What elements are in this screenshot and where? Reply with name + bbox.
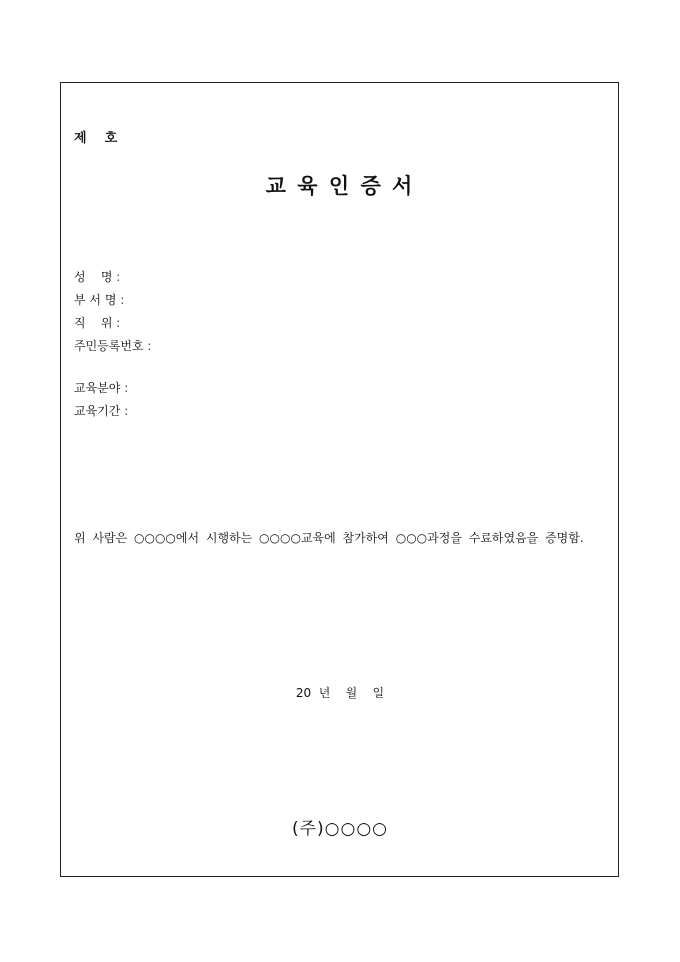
field-separator: : xyxy=(120,381,129,395)
field-label: 교육기간 xyxy=(74,404,121,418)
field-position xyxy=(74,312,151,335)
field-label: 부 서 명 xyxy=(74,293,117,307)
field-separator: : xyxy=(143,339,152,353)
field-list xyxy=(74,266,151,423)
certificate-title: 교 육 인 증 서 xyxy=(265,174,415,198)
field-separator: : xyxy=(120,404,129,418)
field-separator: : xyxy=(112,316,121,330)
document-number-label: 제 호 xyxy=(74,131,118,146)
field-label: 직 위 xyxy=(74,316,113,330)
field-label: 교육분야 xyxy=(74,381,121,395)
field-name xyxy=(74,266,151,289)
issue-date-line: 20 년 월 일 xyxy=(295,686,385,700)
field-department xyxy=(74,289,151,312)
field-resident-id xyxy=(74,335,151,358)
field-separator: : xyxy=(116,293,125,307)
field-label: 성 명 xyxy=(74,270,113,284)
field-separator: : xyxy=(112,270,121,284)
certification-statement: 위 사람은 ○○○○에서 시행하는 ○○○○교육에 참가하여 ○○○과정을 수료하였음을 증명함. xyxy=(74,531,584,545)
field-label: 주민등록번호 xyxy=(74,339,144,353)
certificate-page-border xyxy=(60,82,619,877)
field-education-area xyxy=(74,377,151,400)
field-education-period xyxy=(74,400,151,423)
issuer-name: (주)○○○○ xyxy=(291,819,389,839)
